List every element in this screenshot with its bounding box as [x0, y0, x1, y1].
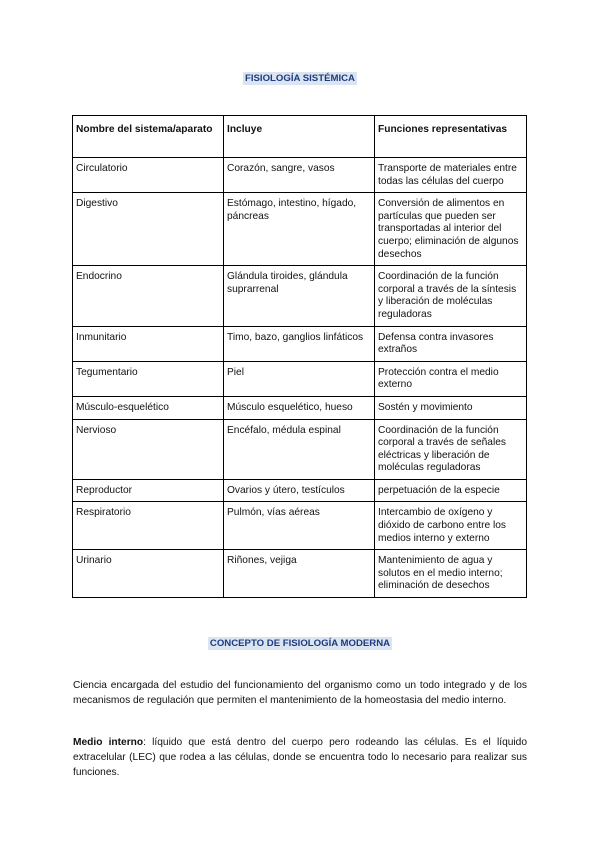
cell-system: Nervioso [73, 419, 224, 479]
cell-system: Músculo-esquelético [73, 396, 224, 419]
table-row [73, 266, 527, 326]
cell-system: Urinario [73, 550, 224, 598]
table-row [73, 550, 527, 598]
cell-includes: Glándula tiroides, glándula suprarrenal [224, 266, 375, 326]
table-row [73, 326, 527, 361]
table-row [73, 479, 527, 502]
cell-functions: Coordinación de la función corporal a través de señales eléctricas y liberación de moléculas reguladoras [375, 419, 527, 479]
cell-functions: Conversión de alimentos en partículas que pueden ser transportadas al interior del cuerpo; eliminación de algunos desechos [375, 193, 527, 266]
cell-functions: Transporte de materiales entre todas las células del cuerpo [375, 158, 527, 193]
cell-functions: Protección contra el medio externo [375, 361, 527, 396]
cell-functions: Mantenimiento de agua y solutos en el medio interno; eliminación de desechos [375, 550, 527, 598]
cell-system: Respiratorio [73, 502, 224, 550]
cell-system: Inmunitario [73, 326, 224, 361]
table-header-row [73, 116, 527, 158]
header-functions: Funciones representativas [375, 116, 527, 158]
cell-functions: Intercambio de oxígeno y dióxido de carbono entre los medios interno y externo [375, 502, 527, 550]
cell-functions: Coordinación de la función corporal a través de la síntesis y liberación de moléculas reguladoras [375, 266, 527, 326]
cell-system: Digestivo [73, 193, 224, 266]
cell-system: Tegumentario [73, 361, 224, 396]
title-systemic-text: FISIOLOGÍA SISTÉMICA [245, 73, 355, 84]
cell-includes: Encéfalo, médula espinal [224, 419, 375, 479]
table-row [73, 193, 527, 266]
cell-includes: Timo, bazo, ganglios linfáticos [224, 326, 375, 361]
cell-functions: perpetuación de la especie [375, 479, 527, 502]
medio-interno-text: : líquido que está dentro del cuerpo pero rodeando las células. Es el líquido extracelular (LEC) que rodea a las células, donde se encuentra todo lo necesario para realizar sus funciones. [73, 737, 527, 779]
table-row [73, 419, 527, 479]
cell-functions: Sostén y movimiento [375, 396, 527, 419]
cell-includes: Pulmón, vías aéreas [224, 502, 375, 550]
cell-includes: Riñones, vejiga [224, 550, 375, 598]
table-row [73, 396, 527, 419]
definition-paragraph: Ciencia encargada del estudio del funcionamiento del organismo como un todo integrado y de los mecanismos de regulación que permiten el mantenimiento de la homeostasia del medio interno. [73, 680, 527, 707]
table-row [73, 502, 527, 550]
cell-includes: Corazón, sangre, vasos [224, 158, 375, 193]
header-system-name: Nombre del sistema/aparato [73, 116, 224, 158]
cell-includes: Músculo esquelético, hueso [224, 396, 375, 419]
medio-interno-paragraph [73, 735, 527, 780]
header-includes: Incluye [224, 116, 375, 158]
title-modern-physiology [0, 638, 600, 649]
cell-includes: Piel [224, 361, 375, 396]
cell-system: Endocrino [73, 266, 224, 326]
title-modern-text: CONCEPTO DE FISIOLOGÍA MODERNA [209, 638, 391, 649]
cell-system: Circulatorio [73, 158, 224, 193]
systems-table [72, 115, 527, 598]
cell-functions: Defensa contra invasores extraños [375, 326, 527, 361]
cell-includes: Ovarios y útero, testículos [224, 479, 375, 502]
cell-system: Reproductor [73, 479, 224, 502]
title-systemic-physiology [0, 73, 600, 84]
table-row [73, 361, 527, 396]
cell-includes: Estómago, intestino, hígado, páncreas [224, 193, 375, 266]
medio-interno-term: Medio interno [73, 737, 144, 749]
table-row [73, 158, 527, 193]
